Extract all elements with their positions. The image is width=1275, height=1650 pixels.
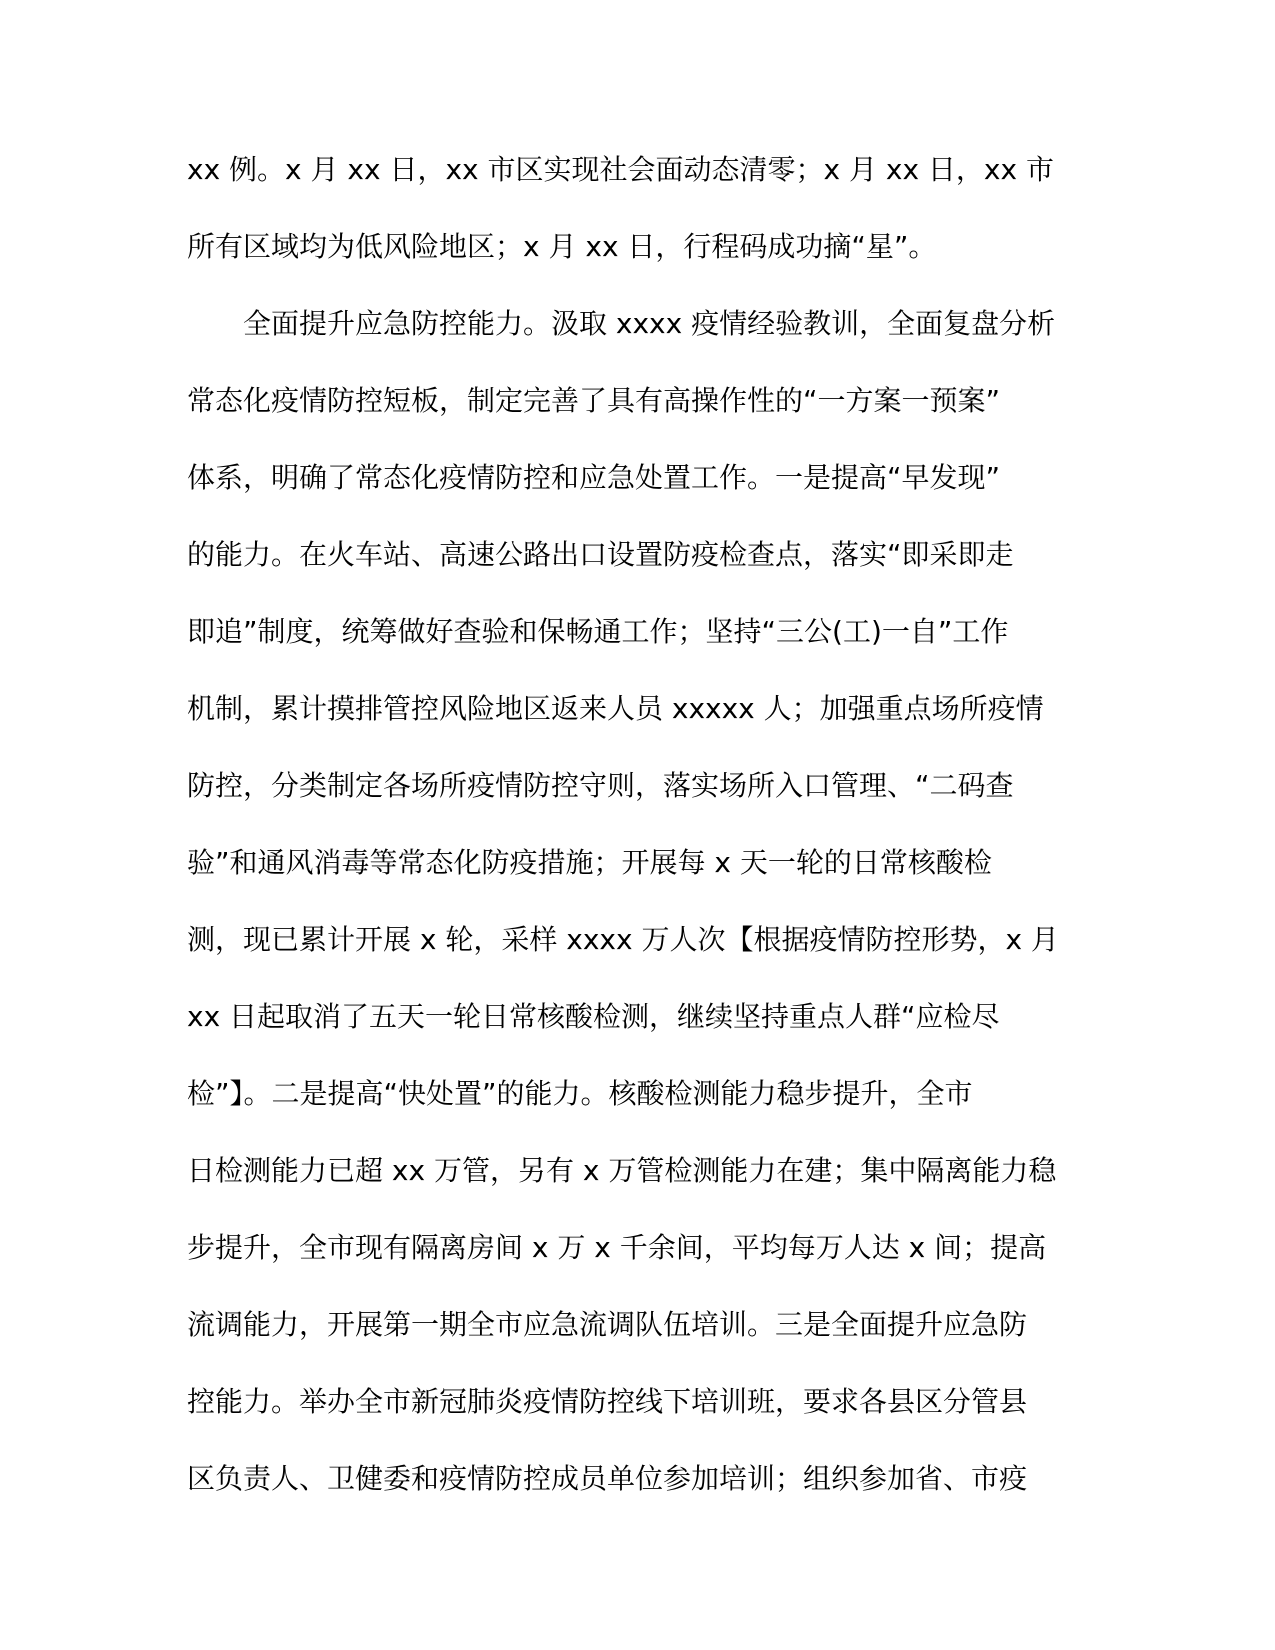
text-line: 控能力。举办全市新冠肺炎疫情防控线下培训班，要求各县区分管县: [187, 1385, 1028, 1418]
paragraph-start-line: 全面提升应急防控能力。汲取 xxxx 疫情经验教训，全面复盘分析: [243, 307, 1056, 340]
text-line: 防控，分类制定各场所疫情防控守则，落实场所入口管理、“二码查: [187, 769, 1014, 802]
text-line: 验”和通风消毒等常态化防疫措施；开展每 x 天一轮的日常核酸检: [187, 846, 992, 879]
text-line: 日检测能力已超 xx 万管，另有 x 万管检测能力在建；集中隔离能力稳: [187, 1154, 1057, 1187]
text-line: 流调能力，开展第一期全市应急流调队伍培训。三是全面提升应急防: [187, 1308, 1028, 1341]
text-line: 的能力。在火车站、高速公路出口设置防疫检查点，落实“即采即走: [187, 538, 1014, 571]
body-text: [187, 138, 1087, 1524]
text-line: 所有区域均为低风险地区；x 月 xx 日，行程码成功摘“星”。: [187, 230, 937, 263]
text-line: 检”】。二是提高“快处置”的能力。核酸检测能力稳步提升，全市: [187, 1077, 973, 1110]
text-line: 测，现已累计开展 x 轮，采样 xxxx 万人次【根据疫情防控形势，x 月: [187, 923, 1059, 956]
text-line: xx 例。x 月 xx 日，xx 市区实现社会面动态清零；x 月 xx 日，xx 市: [187, 153, 1054, 186]
text-line: 常态化疫情防控短板，制定完善了具有高操作性的“一方案一预案”: [187, 384, 1001, 417]
text-line: 即追”制度，统筹做好查验和保畅通工作；坚持“三公(工)一自”工作: [187, 615, 1009, 648]
text-line: 区负责人、卫健委和疫情防控成员单位参加培训；组织参加省、市疫: [187, 1462, 1028, 1495]
text-line: 体系，明确了常态化疫情防控和应急处置工作。一是提高“早发现”: [187, 461, 1001, 494]
text-line: xx 日起取消了五天一轮日常核酸检测，继续坚持重点人群“应检尽: [187, 1000, 1000, 1033]
text-line: 机制，累计摸排管控风险地区返来人员 xxxxx 人；加强重点场所疫情: [187, 692, 1044, 725]
text-line: 步提升，全市现有隔离房间 x 万 x 千余间，平均每万人达 x 间；提高: [187, 1231, 1047, 1264]
